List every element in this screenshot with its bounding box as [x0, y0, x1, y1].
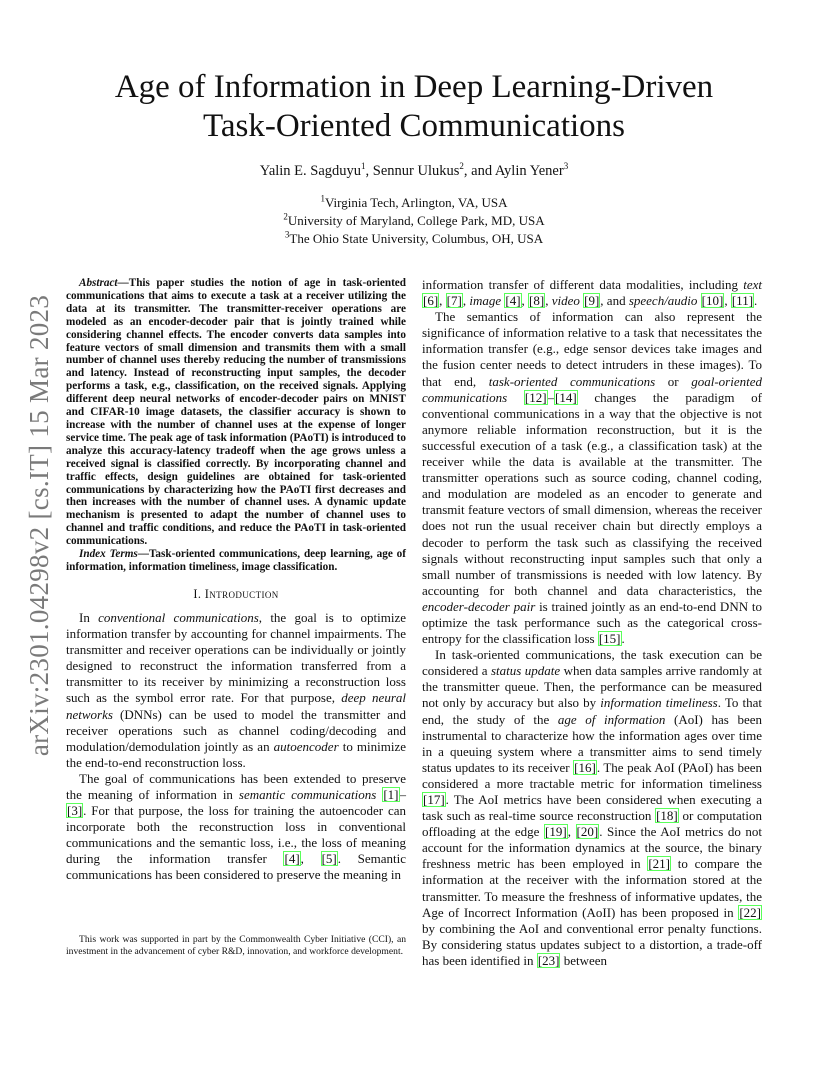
right-paragraph-1: information transfer of different data modalities, including text [6], [7], image [4], [8], video [9], and speech/audio [10], [11]. — [422, 277, 762, 309]
citation-link[interactable]: [10] — [701, 293, 724, 309]
author-list — [100, 162, 728, 180]
affil-marker: 3 — [563, 161, 569, 172]
section-heading — [66, 586, 406, 602]
citation-link[interactable]: [8] — [529, 293, 545, 309]
citation-link[interactable]: [1] — [383, 786, 399, 802]
affiliation-text: The Ohio State University, Columbus, OH, USA — [289, 231, 544, 246]
author-name: Yalin E. Sagduyu — [259, 163, 362, 179]
citation-link[interactable]: [3] — [67, 803, 83, 819]
affiliation — [100, 230, 728, 248]
intro-paragraph-2: The goal of communications has been extended to preserve the meaning of information in semantic communications [1]–[3]. For that purpose, the loss for training the autoencoder can incorporate both the reconstruction loss in conventional communications and the semantic loss, i.e., the loss of meaning during the information transfer [4], [5]. Semantic communications has been considered to preserve the meaning in — [66, 770, 407, 883]
affil-marker: 3 — [284, 229, 290, 240]
abstract-label: Abstract — [79, 277, 118, 289]
affiliation-text: Virginia Tech, Arlington, VA, USA — [324, 195, 508, 210]
citation-link[interactable]: [20] — [576, 824, 599, 840]
citation-link[interactable]: [9] — [584, 293, 600, 309]
citation-link[interactable]: [19] — [545, 824, 567, 840]
right-paragraph-3: In task-oriented communications, the task execution can be considered a status update when data samples arrive randomly at the transmitter queue. Then, the performance can be measured not only by accuracy but also by information timeliness. To that end, the study of the age of information (AoI) has been instrumental to characterize how the information ages over time in a queuing system where a transmitter aims to send timely status updates to its receiver [16]. The peak AoI (PAoI) has been considered a more tractable metric for information timeliness [17]. The AoI metrics have been considered when executing a task such as real-time source reconstruction [18] or computation offloading at the edge [19], [20]. Since the AoI metrics do not account for the information dynamics at the source, the binary freshness metric has been employed in [21] to compare the information at the receiver with the information stored at the transmitter. To measure the freshness of informative updates, the Age of Incorrect Information (AoII) has been proposed in [22] by combining the AoI and conventional error penalty functions. By considering status updates subject to a distortion, a trade-off has been identified in [23] between — [422, 647, 763, 968]
citation-link[interactable]: [14] — [555, 389, 577, 405]
abstract — [66, 277, 406, 548]
citation-link[interactable]: [4] — [505, 293, 521, 309]
abstract-dash: — — [117, 277, 129, 289]
abstract-text: This paper studies the notion of age in task-oriented communications that aims to execute a task at a receiver utilizing the data at its transmitter. The transmitter-receiver operations are modeled as an encoder-decoder pair that is jointly trained while considering channel effects. The encoder converts data samples into feature vectors of small dimension and transmits them with a small number of channel uses thereby reducing the number of transmissions and latency. Instead of reconstructing input samples, the decoder performs a task, e.g., classification, on the received signals. Applying different deep neural networks of encoder-decoder pairs on MNIST and CIFAR-10 image datasets, the classifier accuracy is shown to increase with the number of channel uses at the expense of longer service time. The peak age of task information (PAoTI) is introduced to analyze this accuracy-latency tradeoff when the age grows unless a received signal is classified correctly. By incorporating channel and traffic effects, design guidelines are obtained for task-oriented communications by characterizing how the PAoTI first decreases and then increases with the number of channel uses. A dynamic update mechanism is presented to adapt the number of channel uses to channel and traffic conditions, and reduce the PAoTI in task-oriented communications. — [66, 277, 406, 548]
affil-marker: 2 — [459, 161, 464, 172]
citation-link[interactable]: [18] — [656, 808, 678, 824]
author-name: Aylin Yener — [494, 163, 564, 179]
citation-link[interactable]: [7] — [446, 293, 462, 309]
citation-link[interactable]: [16] — [574, 759, 596, 775]
author-separator: , and — [463, 163, 495, 179]
citation-link[interactable]: [4] — [284, 851, 300, 867]
affiliation — [100, 212, 728, 230]
affiliation — [100, 194, 728, 212]
left-column — [66, 277, 406, 884]
citation-link[interactable]: [5] — [321, 851, 337, 867]
title-line-2: Task-Oriented Communications — [202, 108, 626, 144]
index-terms-label: Index Terms — [79, 548, 138, 561]
index-terms-dash: — — [137, 548, 149, 561]
citation-link[interactable]: [17] — [423, 792, 445, 807]
citation-link[interactable]: [12] — [524, 389, 547, 405]
citation-link[interactable]: [23] — [537, 952, 560, 968]
arxiv-sidebar — [20, 290, 60, 760]
title-line-1: Age of Information in Deep Learning-Driven — [114, 69, 714, 105]
intro-paragraph-1: In conventional communications, the goal is to optimize information transfer by accounting for channel impairments. The transmitter and receiver operations can be individually or jointly designed to reconstruct the information transferred from a transmitter to its receiver by minimizing a reconstruction loss such as the symbol error rate. For that purpose, deep neural networks (DNNs) can be used to model the transmitter and receiver operations such as channel coding/decoding and modulation/demodulation jointly as an autoencoder to minimize the end-to-end reconstruction loss. — [66, 609, 406, 770]
author-name: Sennur Ulukus — [372, 163, 460, 179]
citation-link[interactable]: [22] — [739, 904, 761, 920]
arxiv-id: arXiv:2301.04298v2 [cs.IT] 15 Mar 2023 — [24, 294, 55, 756]
section-heading-text: I. Introduction — [193, 586, 279, 601]
citation-link[interactable]: [21] — [648, 856, 670, 872]
citation-link[interactable]: [15] — [598, 631, 621, 647]
affil-marker: 1 — [320, 193, 325, 204]
index-terms — [66, 548, 406, 574]
right-paragraph-2: The semantics of information can also represent the significance of information relative to a task that necessitates the information transfer (e.g., edge sensor devices take images and the fusion center needs to detect intruders in these images). To that end, task-oriented communications or goal-oriented communications [12]–[14] changes the paradigm of conventional communications in a way that the objective is not anymore reliable information reconstruction, but it is the successful execution of a task (e.g., a classification task) at the receiver while the data is available at the transmitter. The transmitter operations such as source coding, channel coding, and modulation are modeled as an encoder to generate and transmit feature vectors of small dimension, whereas the receiver does not run the usual receiver chain but directly employs a decoder to perform the task such as classifying the received signals without reconstructing input samples such that only a small number of transmissions is needed with low latency. By accounting for both channel and data characteristics, the encoder-decoder pair is trained jointly as an end-to-end DNN to optimize the task performance such as the categorical cross-entropy for the classification loss [15]. — [422, 309, 762, 647]
citation-link[interactable]: [11] — [731, 293, 754, 309]
affil-marker: 2 — [283, 211, 288, 222]
affil-marker: 1 — [361, 161, 366, 172]
funding-footnote: This work was supported in part by the Commonwealth Cyber Initiative (CCI), an investment in the advancement of cyber R&D, innovation, and workforce development. — [66, 934, 406, 957]
index-terms-text: Task-oriented communications, deep learning, age of information, information timeliness, image classification. — [66, 548, 406, 573]
author-separator: , — [365, 163, 373, 179]
citation-link[interactable]: [6] — [423, 293, 439, 309]
right-column — [422, 277, 762, 969]
paper-title — [100, 68, 728, 146]
affiliation-list — [100, 194, 728, 248]
affiliation-text: University of Maryland, College Park, MD, USA — [287, 213, 545, 228]
